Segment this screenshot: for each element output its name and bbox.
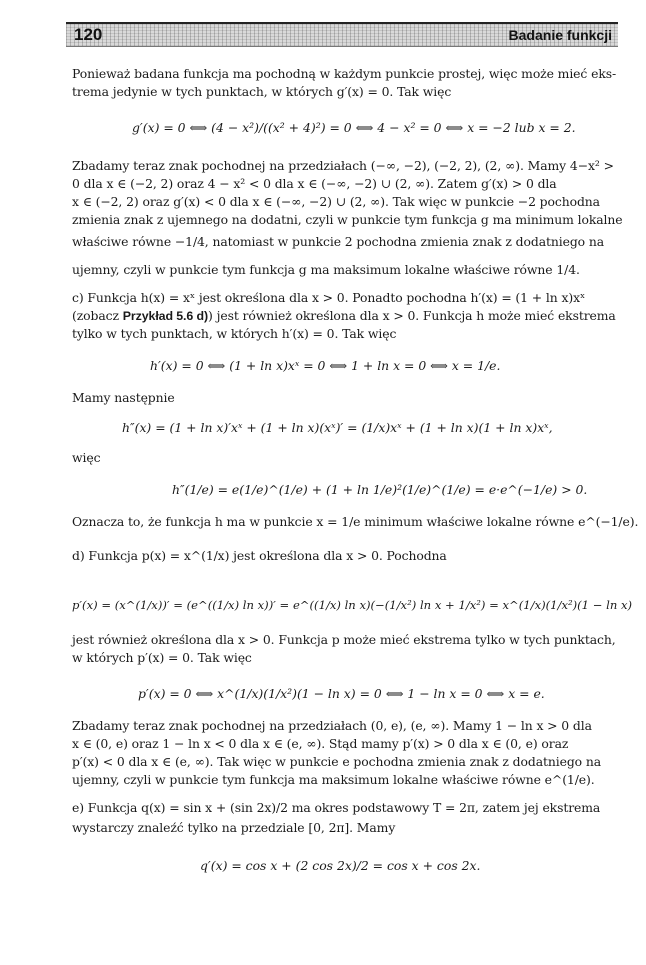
text-line: Zbadamy teraz znak pochodnej na przedziałach (−∞, −2), (−2, 2), (2, ∞). Mamy 4−x² > bbox=[72, 158, 614, 173]
equation-g-prime: g′(x) = 0 ⟺ (4 − x²)/((x² + 4)²) = 0 ⟺ 4 − x² = 0 ⟺ x = −2 lub x = 2. bbox=[132, 120, 576, 135]
text-line bbox=[72, 308, 616, 324]
equation-h-second: h″(x) = (1 + ln x)′xˣ + (1 + ln x)(xˣ)′ = (1/x)xˣ + (1 + ln x)(1 + ln x)xˣ, bbox=[122, 420, 553, 435]
equation-h-prime: h′(x) = 0 ⟺ (1 + ln x)xˣ = 0 ⟺ 1 + ln x = 0 ⟺ x = 1/e. bbox=[150, 358, 501, 373]
text-fragment: (zobacz bbox=[72, 308, 123, 323]
chapter-title: Badanie funkcji bbox=[508, 27, 612, 43]
text-fragment: ) jest również określona dla x > 0. Funkcja h może mieć ekstrema bbox=[208, 308, 616, 323]
text-line: jest również określona dla x > 0. Funkcja p może mieć ekstrema tylko w tych punktach, bbox=[72, 632, 616, 647]
equation-p-zero: p′(x) = 0 ⟺ x^(1/x)(1/x²)(1 − ln x) = 0 ⟺ 1 − ln x = 0 ⟺ x = e. bbox=[138, 686, 545, 701]
equation-q-prime: q′(x) = cos x + (2 cos 2x)/2 = cos x + cos 2x. bbox=[200, 858, 481, 873]
page-number: 120 bbox=[74, 25, 103, 44]
text-line: Mamy następnie bbox=[72, 390, 175, 405]
text-line: właściwe równe −1/4, natomiast w punkcie 2 pochodna zmienia znak z dodatniego na bbox=[72, 234, 605, 249]
text-line: ujemny, czyli w punkcie tym funkcja ma maksimum lokalne właściwe równe e^(1/e). bbox=[72, 772, 595, 787]
text-line: c) Funkcja h(x) = xˣ jest określona dla x > 0. Ponadto pochodna h′(x) = (1 + ln x)xˣ bbox=[72, 290, 586, 305]
text-line: x ∈ (0, e) oraz 1 − ln x < 0 dla x ∈ (e, ∞). Stąd mamy p′(x) > 0 dla x ∈ (0, e) oraz bbox=[72, 736, 569, 751]
equation-h-second-value: h″(1/e) = e(1/e)^(1/e) + (1 + ln 1/e)²(1/e)^(1/e) = e·e^(−1/e) > 0. bbox=[172, 482, 588, 497]
text-line: Zbadamy teraz znak pochodnej na przedziałach (0, e), (e, ∞). Mamy 1 − ln x > 0 dla bbox=[72, 718, 592, 733]
equation-p-prime: p′(x) = (x^(1/x))′ = (e^((1/x) ln x))′ = e^((1/x) ln x)(−(1/x²) ln x + 1/x²) = x^(1/x)(1/x²)(1 − ln x) bbox=[72, 598, 633, 612]
text-line: Ponieważ badana funkcja ma pochodną w każdym punkcie prostej, więc może mieć eks- bbox=[72, 66, 617, 81]
text-line: wystarczy znaleźć tylko na przedziale [0, 2π]. Mamy bbox=[72, 820, 396, 835]
text-line: zmienia znak z ujemnego na dodatni, czyli w punkcie tym funkcja g ma minimum lokalne bbox=[72, 212, 623, 227]
text-line: Oznacza to, że funkcja h ma w punkcie x = 1/e minimum właściwe lokalne równe e^(−1/e). bbox=[72, 514, 639, 529]
text-line: d) Funkcja p(x) = x^(1/x) jest określona dla x > 0. Pochodna bbox=[72, 548, 447, 563]
text-line: 0 dla x ∈ (−2, 2) oraz 4 − x² < 0 dla x ∈ (−∞, −2) ∪ (2, ∞). Zatem g′(x) > 0 dla bbox=[72, 176, 557, 191]
text-line: p′(x) < 0 dla x ∈ (e, ∞). Tak więc w punkcie e pochodna zmienia znak z dodatniego na bbox=[72, 754, 602, 769]
running-header bbox=[66, 22, 618, 47]
text-line: ujemny, czyli w punkcie tym funkcja g ma maksimum lokalne właściwe równe 1/4. bbox=[72, 262, 580, 277]
text-line: tylko w tych punktach, w których h′(x) = 0. Tak więc bbox=[72, 326, 397, 341]
example-reference: Przykład 5.6 d) bbox=[122, 309, 209, 323]
text-line: x ∈ (−2, 2) oraz g′(x) < 0 dla x ∈ (−∞, −2) ∪ (2, ∞). Tak więc w punkcie −2 pochodna bbox=[72, 194, 600, 209]
text-line: w których p′(x) = 0. Tak więc bbox=[72, 650, 252, 665]
text-line: e) Funkcja q(x) = sin x + (sin 2x)/2 ma okres podstawowy T = 2π, zatem jej ekstrema bbox=[72, 800, 601, 815]
text-line: więc bbox=[72, 450, 101, 465]
text-line: trema jedynie w tych punktach, w których g′(x) = 0. Tak więc bbox=[72, 84, 452, 99]
